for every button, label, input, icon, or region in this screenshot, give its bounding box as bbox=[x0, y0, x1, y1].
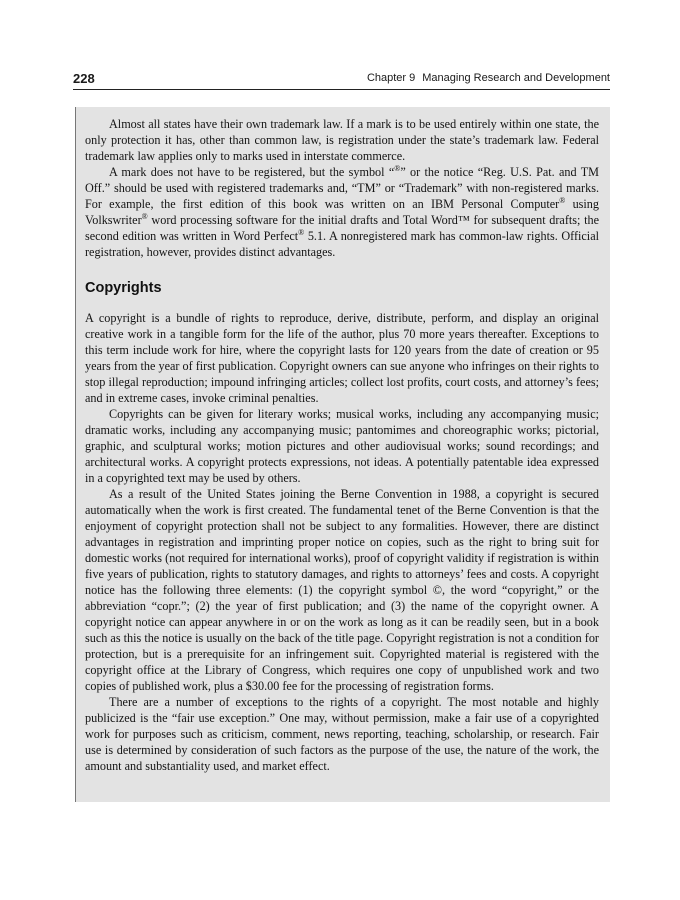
page-number: 228 bbox=[73, 71, 95, 86]
header-rule bbox=[73, 89, 610, 90]
trademark-paragraph-2 bbox=[85, 164, 599, 260]
registered-symbol: ® bbox=[394, 163, 401, 173]
section-heading-copyrights: Copyrights bbox=[85, 280, 162, 296]
tm-text-d: word processing software for the initial drafts and Total Word™ for subsequent drafts; the second edition was written in Word Perfect bbox=[85, 213, 599, 243]
registered-symbol: ® bbox=[559, 195, 566, 205]
registered-symbol: ® bbox=[141, 211, 148, 221]
registered-symbol: ® bbox=[298, 227, 305, 237]
chapter-title: Managing Research and Development bbox=[422, 72, 610, 84]
tm-text-a: A mark does not have to be registered, but the symbol “ bbox=[109, 165, 395, 179]
chapter-label: Chapter 9 bbox=[366, 72, 416, 84]
copyrights-paragraph-2: Copyrights can be given for literary works; musical works, including any accompanying music; dramatic works, including any accompanying music; pantomimes and choreographic works; pictorial, graphic, and sculptural works; motion pictures and other audiovisual works; sound recordings; and architectural works. A copyright protects expressions, not ideas. A potentially patentable idea expressed in a copyrighted text may be used by others. bbox=[85, 407, 599, 485]
tm-text-e: 5.1. A nonregistered mark has common-law rights. Official registration, however, provides distinct advantages. bbox=[85, 229, 599, 259]
tm-text-b: ” or the notice “Reg. U.S. Pat. and TM Off.” should be used with registered trademarks and, “TM” or “Trademark” with non-registered marks. For example, the first edition of this book was written on an IBM Personal Computer bbox=[85, 165, 599, 211]
tm-text-c: using Volkswriter bbox=[85, 197, 599, 227]
body-text bbox=[85, 116, 599, 774]
running-head bbox=[367, 72, 610, 84]
copyrights-paragraph-3: As a result of the United States joining the Berne Convention in 1988, a copyright is secured automatically when the work is first created. The fundamental tenet of the Berne Convention is that the enjoyment of copyright protection shall not be subject to any formalities. However, there are distinct advantages in registration and imprinting proper notice on copies, such as the right to bring suit for domestic works (not required for international works), proof of copyright validity if registration is within five years of publication, rights to statutory damages, and rights to attorneys’ fees and costs. A copyright notice has the following three elements: (1) the copyright symbol ©, the word “copyright,” or the abbreviation “copr.”; (2) the year of first publication; and (3) the name of the copyright owner. A copyright notice can appear anywhere in or on the work as long as it can be readily seen, but in a book such as this the notice is usually on the back of the title page. Copyright registration is not a condition for protection, but is a prerequisite for an infringement suit. Copyrighted material is registered with the copyright office at the Library of Congress, which requires one copy of unpublished work and two copies of published work, plus a $30.00 fee for the processing of registration forms. bbox=[85, 487, 599, 693]
panel-left-border bbox=[75, 107, 76, 802]
copyrights-paragraph-1: A copyright is a bundle of rights to reproduce, derive, distribute, perform, and display an original creative work in a tangible form for the life of the author, plus 70 more years thereafter. Exceptions to this term include work for hire, where the copyright lasts for 120 years from the date of creation or 95 years from the year of first publication. Copyright owners can sue anyone who infringes on their rights to stop illegal reproduction; impound infringing articles; collect lost profits, court costs, and attorney’s fees; and in extreme cases, invoke criminal penalties. bbox=[85, 311, 599, 405]
trademark-paragraph-1: Almost all states have their own trademark law. If a mark is to be used entirely within one state, the only protection it has, other than common law, is registration under the state’s trademark law. Federal trademark law applies only to marks used in interstate commerce. bbox=[85, 117, 599, 163]
page-header bbox=[73, 71, 610, 89]
copyrights-paragraph-4: There are a number of exceptions to the rights of a copyright. The most notable and highly publicized is the “fair use exception.” One may, without permission, make a fair use of a copyrighted work for purposes such as criticism, comment, news reporting, teaching, scholarship, or research. Fair use is determined by consideration of such factors as the purpose of the use, the nature of the work, the amount and substantiality used, and market effect. bbox=[85, 695, 599, 773]
